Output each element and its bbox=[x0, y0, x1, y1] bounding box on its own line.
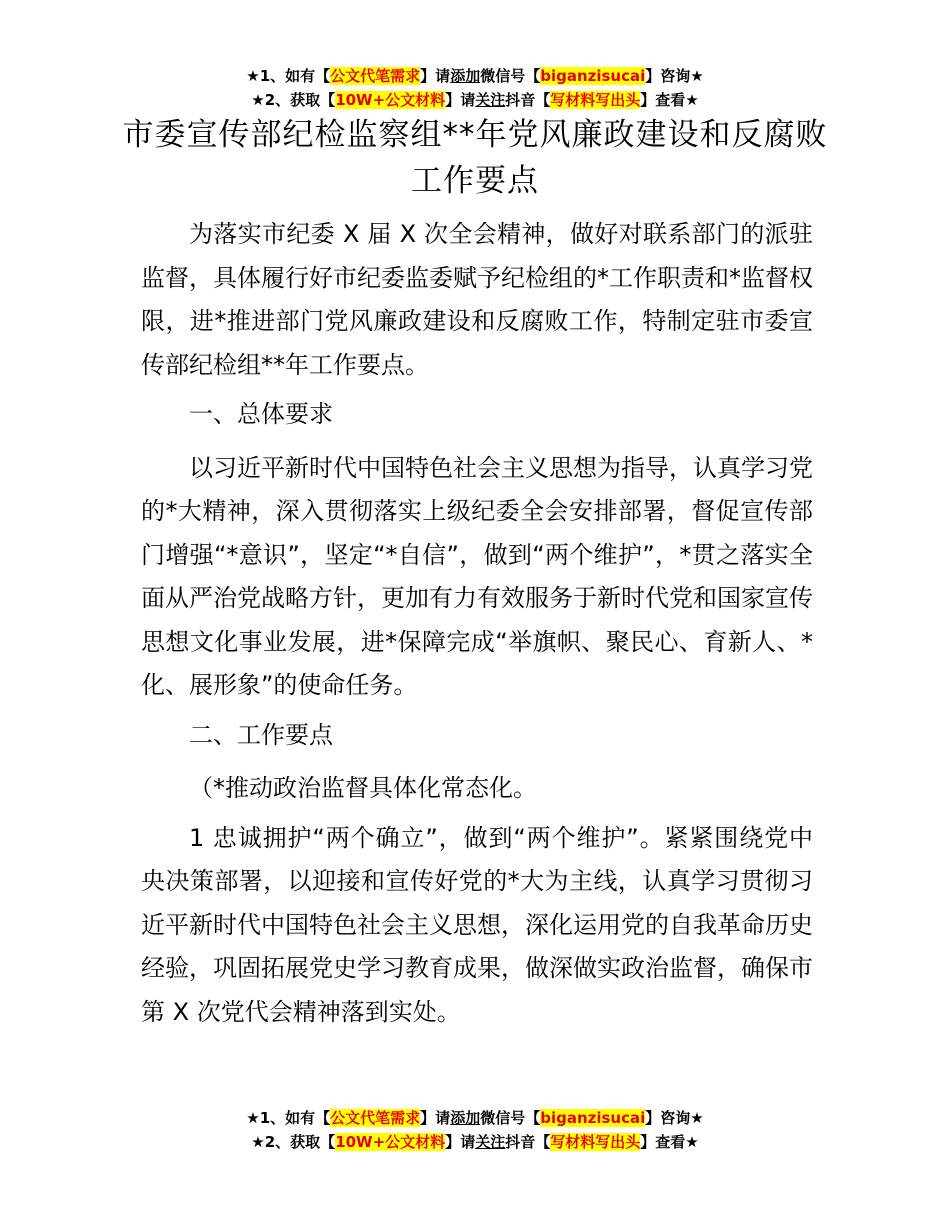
banner-highlight: 10W+公文材料 bbox=[335, 1133, 446, 1151]
banner-line-1: ★1、如有【公文代笔需求】请添加微信号【biganzisucai】咨询★ bbox=[246, 67, 704, 85]
paragraph-intro: 为落实市纪委 X 届 X 次全会精神，做好对联系部门的派驻监督，具体履行好市纪委监委赋予纪检组的*工作职责和*监督权限，进*推进部门党风廉政建设和反腐败工作，特制定驻市委宣传部纪检组**年工作要点。 bbox=[141, 220, 813, 379]
paragraph-general-requirements: 以习近平新时代中国特色社会主义思想为指导，认真学习党的*大精神，深入贯彻落实上级纪委全会安排部署，督促宣传部门增强“*意识”，坚定“*自信”，做到“两个维护”，*贯之落实全面从严治党战略方针，更加有力有效服务于新时代党和国家宣传思想文化事业发展，进*保障完成“举旗帜、聚民心、育新人、*化、展形象”的使命任务。 bbox=[141, 453, 813, 699]
banner-highlight: 公文代笔需求 bbox=[330, 1109, 421, 1127]
document-body bbox=[141, 213, 813, 1040]
banner-line-1: ★1、如有【公文代笔需求】请添加微信号【biganzisucai】咨询★ bbox=[246, 1109, 704, 1127]
douyin-id: 写材料写出头 bbox=[550, 1133, 641, 1151]
douyin-id: 写材料写出头 bbox=[550, 91, 641, 109]
banner-line-2: ★2、获取【10W+公文材料】请关注抖音【写材料写出头】查看★ bbox=[251, 91, 699, 109]
paragraph-point-1: 1 忠诚拥护“两个确立”，做到“两个维护”。紧紧围绕党中央决策部署，以迎接和宣传好党的*大为主线，认真学习贯彻习近平新时代中国特色社会主义思想，深化运用党的自我革命历史经验，巩固拓展党史学习教育成果，做深做实政治监督，确保市第 X 次党代会精神落到实处。 bbox=[141, 823, 813, 1026]
bottom-banner bbox=[0, 1106, 950, 1154]
wechat-id: biganzisucai bbox=[540, 1109, 646, 1127]
banner-highlight: 公文代笔需求 bbox=[330, 67, 421, 85]
section-heading-general-requirements: 一、总体要求 bbox=[189, 400, 333, 428]
banner-highlight: 10W+公文材料 bbox=[335, 91, 446, 109]
banner-line-2: ★2、获取【10W+公文材料】请关注抖音【写材料写出头】查看★ bbox=[251, 1133, 699, 1151]
document-title: 市委宣传部纪检监察组**年党风廉政建设和反腐败工作要点 bbox=[122, 117, 828, 199]
wechat-id: biganzisucai bbox=[540, 67, 646, 85]
top-banner bbox=[0, 64, 950, 112]
subsection-heading-political-supervision: （*推动政治监督具体化常态化。 bbox=[189, 774, 537, 802]
section-heading-work-points: 二、工作要点 bbox=[189, 720, 333, 749]
